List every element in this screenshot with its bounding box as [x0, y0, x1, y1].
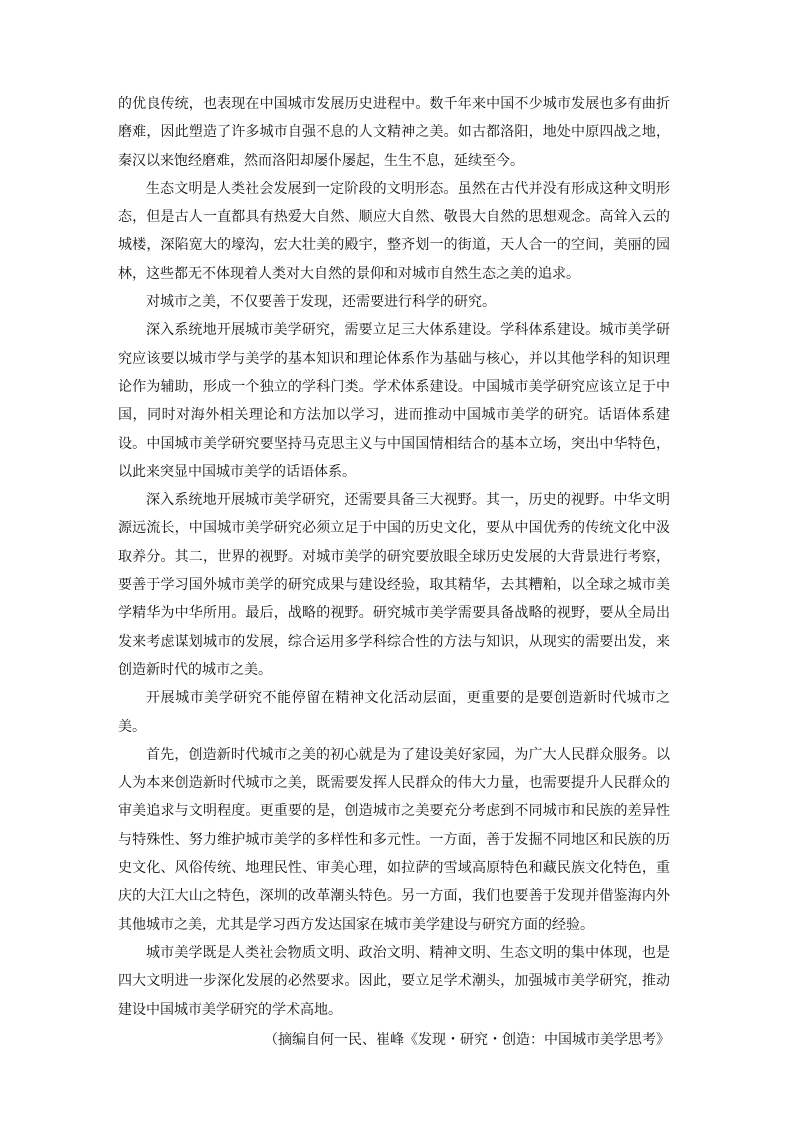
- paragraph-create-beauty: 开展城市美学研究不能停留在精神文化活动层面，更重要的是要创造新时代城市之美。: [118, 690, 670, 735]
- paragraph-ecological-civilization: 生态文明是人类社会发展到一定阶段的文明形态。虽然在古代并没有形成这种文明形态，但是古人一直都具有热爱大自然、顺应大自然、敬畏大自然的思想观念。高耸入云的城楼，深陷宽大的壕沟，宏大壮美的殿宇，整齐划一的街道，天人合一的空间，美丽的园林，这些都无不体现着人类对大自然的景仰和对城市自然生态之美的追求。: [118, 180, 670, 282]
- paragraph-three-systems: 深入系统地开展城市美学研究，需要立足三大体系建设。学科体系建设。城市美学研究应该要以城市学与美学的基本知识和理论体系作为基础与核心，并以其他学科的知识理论作为辅助，形成一个独立的学科门类。学术体系建设。中国城市美学研究应该立足于中国，同时对海外相关理论和方法加以学习，进而推动中国城市美学的研究。话语体系建设。中国城市美学研究要坚持马克思主义与中国国情相结合的基本立场，突出中华特色，以此来突显中国城市美学的话语体系。: [118, 322, 670, 480]
- paragraph-discover-and-research: 对城市之美，不仅要善于发现，还需要进行科学的研究。: [146, 294, 496, 311]
- source-citation: （摘编自何一民、崔峰《发现・研究・创造：中国城市美学思考》: [264, 1031, 670, 1048]
- paragraph-continuation: 的优良传统，也表现在中国城市发展历史进程中。数千年来中国不少城市发展也多有曲折磨难，因此塑造了许多城市自强不息的人文精神之美。如古都洛阳，地处中原四战之地，秦汉以来饱经磨难，然而洛阳却屡仆屡起，生生不息，延续至今。: [118, 96, 670, 169]
- paragraph-three-perspectives: 深入系统地开展城市美学研究，还需要具备三大视野。其一，历史的视野。中华文明源远流长，中国城市美学研究必须立足于中国的历史文化，要从中国优秀的传统文化中汲取养分。其二，世界的视野。对城市美学的研究要放眼全球历史发展的大背景进行考察，要善于学习国外城市美学的研究成果与建设经验，取其精华，去其糟粕，以全球之城市美学精华为中华所用。最后，战略的视野。研究城市美学需要具备战略的视野，要从全局出发来考虑谋划城市的发展，综合运用多学科综合性的方法与知识，从现实的需要出发，来创造新时代的城市之美。: [118, 492, 670, 678]
- paragraph-conclusion: 城市美学既是人类社会物质文明、政治文明、精神文明、生态文明的集中体现，也是四大文明进一步深化发展的必然要求。因此，要立足学术潮头，加强城市美学研究，推动建设中国城市美学研究的学术高地。: [118, 944, 670, 1018]
- paragraph-people-centered: 首先，创造新时代城市之美的初心就是为了建设美好家园，为广大人民群众服务。以人为本来创造新时代城市之美，既需要发挥人民群众的伟大力量，也需要提升人民群众的审美追求与文明程度。更重要的是，创造城市之美要充分考虑到不同城市和民族的差异性与特殊性、努力维护城市美学的多样性和多元性。一方面，善于发掘不同地区和民族的历史文化、风俗传统、地理民性、审美心理，如拉萨的雪域高原特色和藏民族文化特色，重庆的大江大山之特色，深圳的改革潮头特色。另一方面，我们也要善于发现并借鉴海内外其他城市之美，尤其是学习西方发达国家在城市美学建设与研究方面的经验。: [118, 746, 670, 933]
- article-body: [118, 90, 670, 1054]
